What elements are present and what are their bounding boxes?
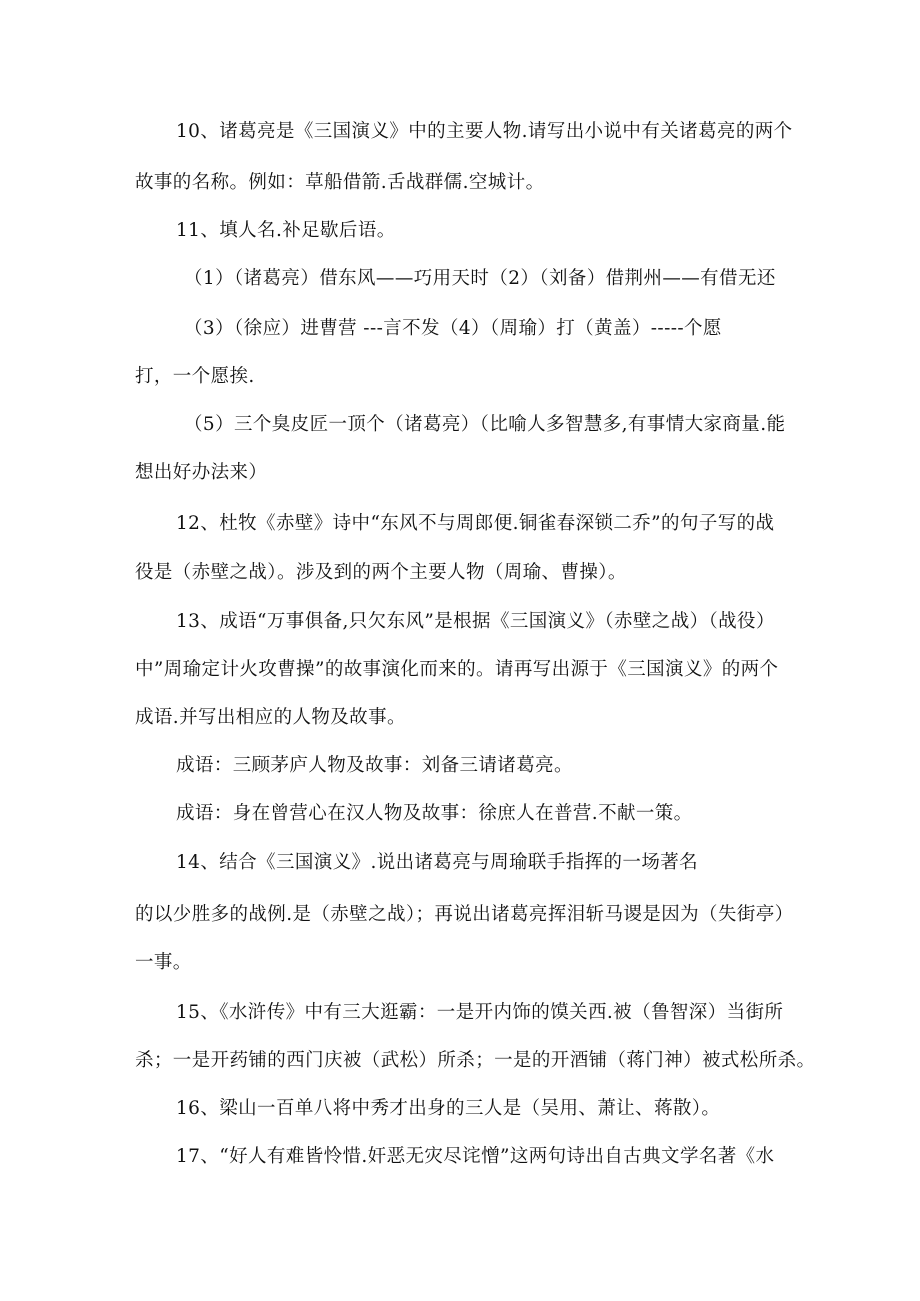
- text-line-q14-c: 一事。: [135, 952, 192, 973]
- text-line-q13-a: 13、成语“万事俱备,只欠东风”是根据《三国演义》（赤壁之战）（战役）: [176, 611, 775, 632]
- text-line-q12-a: 12、杜牧《赤壁》诗中“东风不与周郎便.铜雀春深锁二乔”的句子写的战: [176, 513, 775, 534]
- text-line-q14-b: 的以少胜多的战例.是（赤壁之战）；再说出诸葛亮挥泪斩马谡是因为（失街亭）: [135, 904, 794, 925]
- text-line-q13-idiom-1: 成语：三顾茅庐人物及故事：刘备三请诸葛亮。: [176, 755, 573, 776]
- text-line-q13-idiom-2: 成语：身在曾营心在汉人物及故事：徐庶人在普营.不献一策。: [176, 803, 693, 824]
- text-line-q12-b: 役是（赤壁之战）。涉及到的两个主要人物（周瑜、曹操）。: [135, 562, 627, 583]
- text-line-q16: 16、梁山一百单八将中秀才出身的三人是（吴用、萧让、蒋散）。: [176, 1098, 721, 1119]
- text-line-q13-c: 成语.并写出相应的人物及故事。: [135, 707, 406, 728]
- text-line-q14-a: 14、结合《三国演义》.说出诸葛亮与周瑜联手指挥的一场著名: [176, 852, 699, 873]
- text-line-q11-1-2: （1）（诸葛亮）借东风——巧用天时（2）（刘备）借荆州——有借无还: [184, 268, 776, 289]
- text-line-q11-4-cont: 打，一个愿挨.: [135, 366, 255, 387]
- text-line-q17: 17、“好人有难皆怜惜.奸恶无灾尽诧憎”这两句诗出自古典文学名著《水: [176, 1146, 775, 1167]
- text-line-q11-5-cont: 想出好办法来）: [135, 462, 268, 483]
- text-line-q11-3-4: （3）（徐应）进曹营 ---言不发（4）（周瑜）打（黄盖）-----个愿: [184, 318, 722, 339]
- text-line-q11: 11、填人名.补足歇后语。: [176, 220, 396, 241]
- text-line-q11-5: （5）三个臭皮匠一顶个（诸葛亮）（比喻人多智慧多,有事情大家商量.能: [184, 414, 786, 435]
- text-line-q13-b: 中”周瑜定计火攻曹操”的故事演化而来的。请再写出源于《三国演义》的两个: [135, 659, 779, 680]
- text-line-q10-b: 故事的名称。例如：草船借箭.舌战群儒.空城计。: [135, 172, 545, 193]
- text-line-q15-a: 15、《水浒传》中有三大逛霸：一是开内饰的馍关西.被（鲁智深）当街所: [176, 1002, 784, 1023]
- text-line-q15-b: 杀；一是开药铺的西门庆被（武松）所杀；一是的开酒铺（蒋门神）被式松所杀。: [135, 1050, 816, 1071]
- text-line-q10-a: 10、诸葛亮是《三国演义》中的主要人物.请写出小说中有关诸葛亮的两个: [176, 121, 793, 142]
